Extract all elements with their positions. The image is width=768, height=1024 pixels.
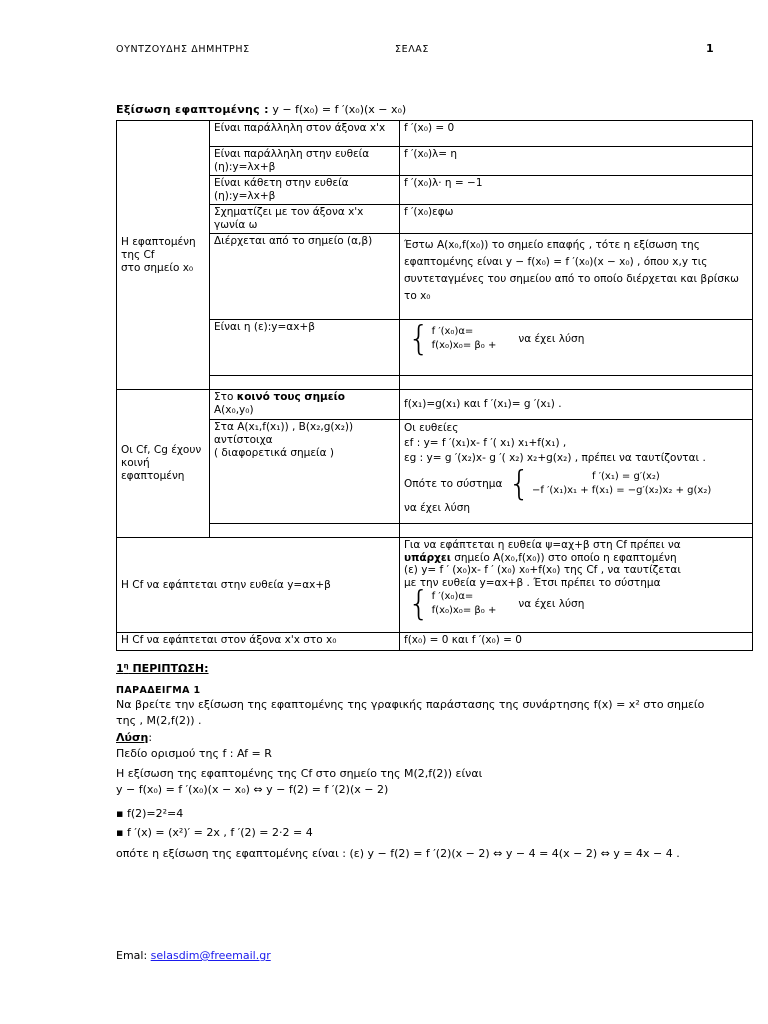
table-cell: Στα A(x₁,f(x₁)) , B(x₂,g(x₂)) αντίστοιχα ( διαφορετικά σημεία ) <box>210 420 400 524</box>
section-title <box>116 103 406 117</box>
table-cell: Είναι η (ε):y=αx+β <box>210 320 400 376</box>
tangent-conditions-table <box>116 120 753 651</box>
header-center: ΣΕΛΑΣ <box>395 44 430 55</box>
table-row <box>117 524 753 538</box>
email-link[interactable]: selasdim@freemail.gr <box>150 949 271 962</box>
table-cell: Για να εφάπτεται η ευθεία ψ=αχ+β στη Cf πρέπει να υπάρχει σημείο A(x₀,f(x₀)) στο οποίο η εφαπτομένη (ε) y= f ′ (x₀)x- f ′ (x₀) x₀+f(x₀) της Cf , να ταυτίζεται με την ευθεία y=αx+β . Έτσι πρέπει το σύστημα { f ′(x₀)α= f(x₀)x₀= β₀ + να έχει λύση <box>400 538 753 633</box>
group1-label: Η εφαπτομένη της Cf στο σημείο x₀ <box>117 121 210 390</box>
table-row <box>117 176 753 205</box>
equation-system: Οπότε το σύστημα { f ′(x₁) = g′(x₂) −f ′(x₁)x₁ + f(x₁) = −g′(x₂)x₂ + g(x₂) <box>404 464 712 504</box>
table-row <box>117 633 753 651</box>
table-row <box>117 205 753 234</box>
table-row <box>117 420 753 524</box>
table-cell: Είναι παράλληλη στην ευθεία (η):y=λx+β <box>210 147 400 176</box>
bullet-item: ▪ f(2)=2²=4 <box>116 807 184 820</box>
example-problem: Να βρείτε την εξίσωση της εφαπτομένης της γραφικής παράστασης της συνάρτησης f(x) = x² στο σημείο της , M(2,f(2)) . <box>116 698 705 727</box>
title-label: Εξίσωση εφαπτομένης : <box>116 103 269 116</box>
solution-label: Λύση: <box>116 731 153 744</box>
page-number: 1 <box>706 42 715 55</box>
tangent-intro: Η εξίσωση της εφαπτομένης της Cf στο σημείο της M(2,f(2)) είναι <box>116 767 483 780</box>
table-cell <box>400 320 753 376</box>
equation-system: { f ′(x₀)α= f(x₀)x₀= β₀ + να έχει λύση <box>408 584 585 624</box>
title-formula: y − f(x₀) = f ′(x₀)(x − x₀) <box>272 103 407 116</box>
table-row <box>117 234 753 320</box>
table-cell: Η Cf να εφάπτεται στον άξονα x'x στο x₀ <box>117 633 400 651</box>
table-cell: Στο κοινό τους σημείο A(x₀,y₀) <box>210 390 400 420</box>
footer-label: Emal: <box>116 949 148 962</box>
table-row <box>117 121 753 147</box>
table-cell: Είναι κάθετη στην ευθεία (η):y=λx+β <box>210 176 400 205</box>
table-row <box>117 538 753 633</box>
table-cell: Είναι παράλληλη στον άξονα x'x <box>210 121 400 147</box>
table-cell: Σχηματίζει με τον άξονα x'x γωνία ω <box>210 205 400 234</box>
table-cell: f(x₁)=g(x₁) και f ′(x₁)= g ′(x₁) . <box>400 390 753 420</box>
footer <box>116 949 271 963</box>
conclusion: οπότε η εξίσωση της εφαπτομένης είναι : (ε) y − f(2) = f ′(2)(x − 2) ⇔ y − 4 = 4(x − 2) ⇔ y = 4x − 4 . <box>116 847 680 860</box>
equation-system: { f ′(x₀)α= f(x₀)x₀= β₀ + να έχει λύση <box>408 319 585 359</box>
table-row <box>117 376 753 390</box>
table-cell: f ′(x₀) = 0 <box>400 121 753 147</box>
table-cell: f ′(x₀)εφω <box>400 205 753 234</box>
header-author: ΟΥΝΤΖΟΥΔΗΣ ΔΗΜΗΤΡΗΣ <box>116 44 250 55</box>
table-cell: f(x₀) = 0 και f ′(x₀) = 0 <box>400 633 753 651</box>
table-row <box>117 320 753 376</box>
example-label: ΠΑΡΑΔΕΙΓΜΑ 1 <box>116 685 201 696</box>
case-heading: $1^\eta$ ΠΕΡΙΠΤΩΣΗ: <box>116 662 209 675</box>
table-row <box>117 390 753 420</box>
table-cell: Η Cf να εφάπτεται στην ευθεία y=αx+β <box>117 538 400 633</box>
group2-label: Οι Cf, Cg έχουν κοινή εφαπτομένη <box>117 390 210 538</box>
tangent-equation: y − f(x₀) = f ′(x₀)(x − x₀) ⇔ y − f(2) = f ′(2)(x − 2) <box>116 783 389 796</box>
table-cell: Διέρχεται από το σημείο (α,β) <box>210 234 400 320</box>
table-cell: f ′(x₀)λ= η <box>400 147 753 176</box>
table-cell: Έστω A(x₀,f(x₀)) το σημείο επαφής , τότε η εξίσωση της εφαπτομένης είναι y − f(x₀) = f ′(x₀)(x − x₀) , όπου x,y τις συντεταγμένες του σημείου από το οποίο διέρχεται και βρίσκω το x₀ <box>400 234 753 320</box>
table-cell: Οι ευθείες εf : y= f ′(x₁)x- f ′( x₁) x₁+f(x₁) , εg : y= g ′(x₂)x- g ′( x₂) x₂+g(x₂) , πρέπει να ταυτίζονται . Οπότε το σύστημα { f ′(x₁) = g′(x₂) −f ′(x₁)x₁ + f(x₁) = −g′(x₂)x₂ + g(x₂) να έχει λύση <box>400 420 753 524</box>
table-row <box>117 147 753 176</box>
table-cell: f ′(x₀)λ· η = −1 <box>400 176 753 205</box>
domain-line: Πεδίο ορισμού της f : Af = R <box>116 747 272 760</box>
bullet-item: ▪ f ′(x) = (x²)′ = 2x , f ′(2) = 2·2 = 4 <box>116 826 313 839</box>
